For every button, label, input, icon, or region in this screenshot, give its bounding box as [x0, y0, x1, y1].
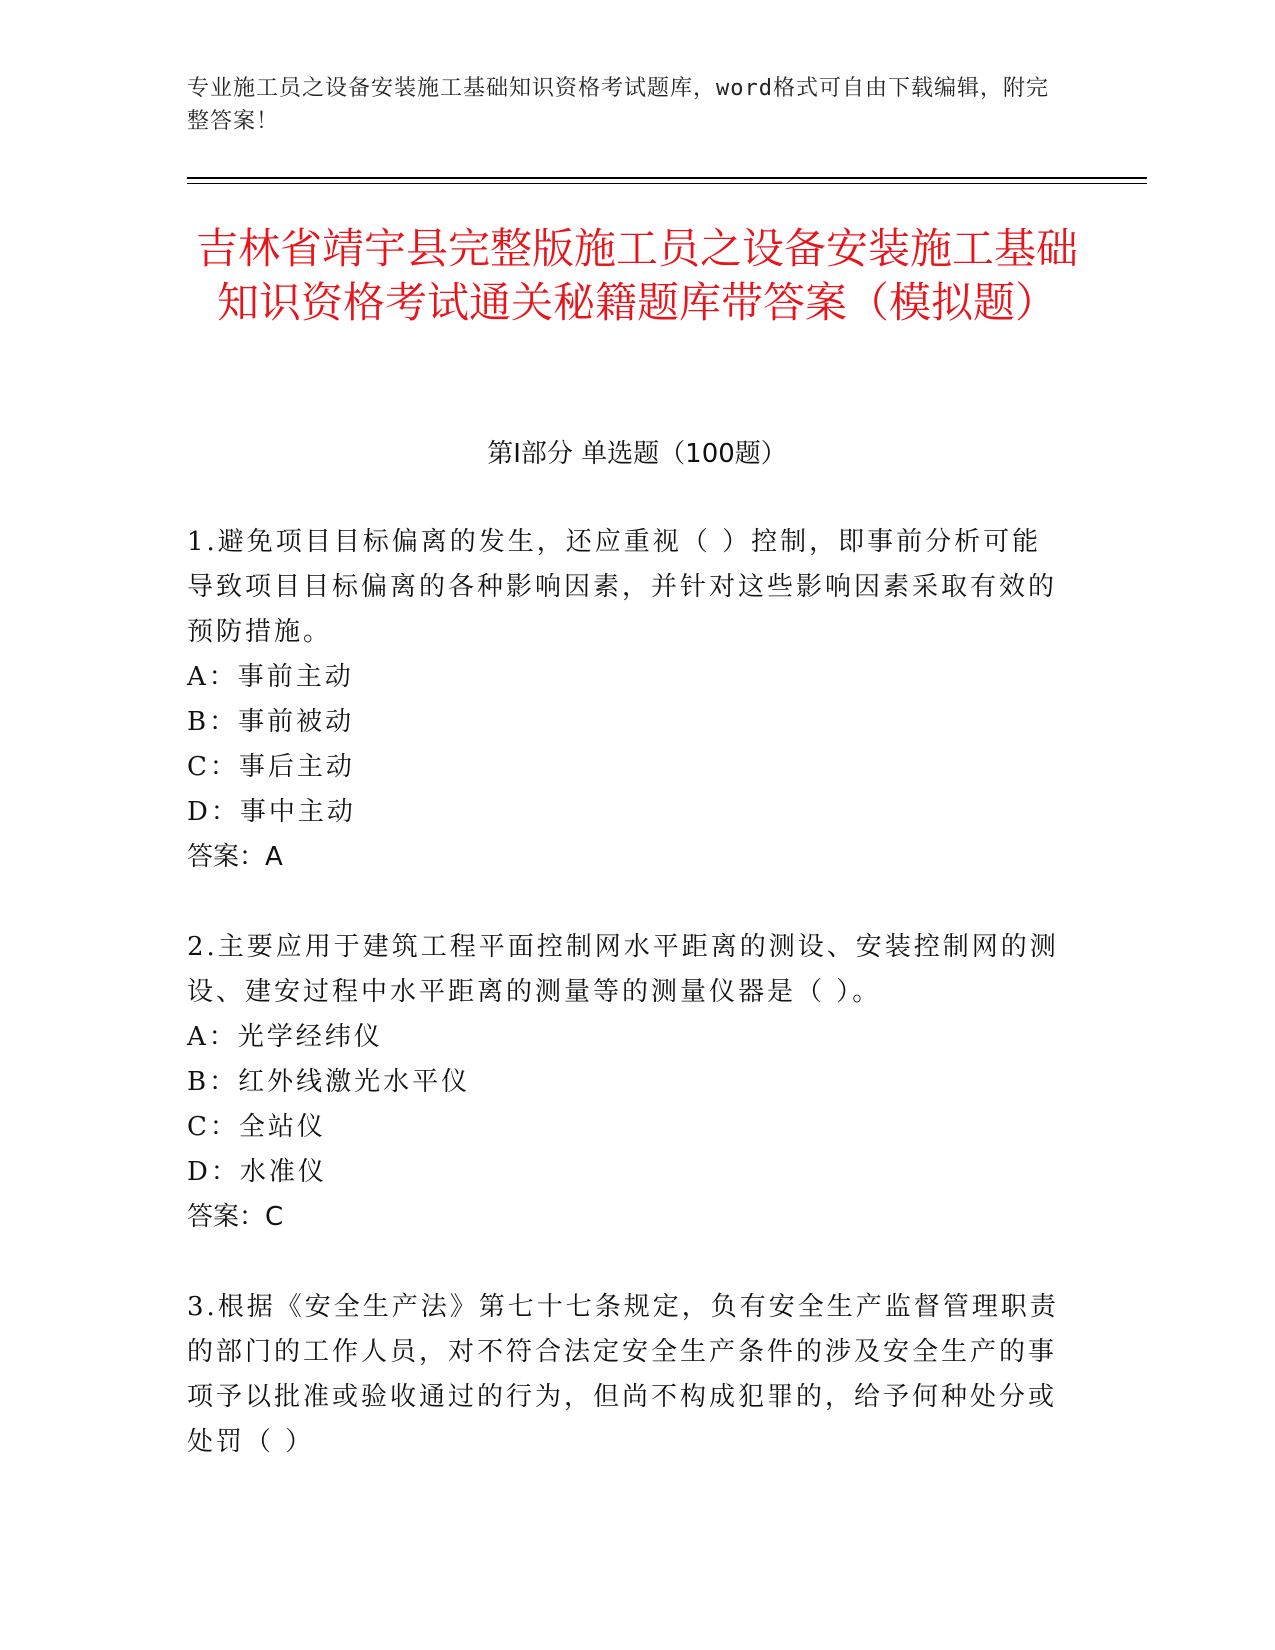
option-c: C：事后主动 — [187, 752, 355, 782]
option-a: A：事前主动 — [187, 662, 354, 692]
question-stem: 2.主要应用于建筑工程平面控制网水平距离的测设、安装控制网的测设、建安过程中水平距离的测量等的测量仪器是（ ）。 — [187, 932, 1059, 1007]
option-d: D：事中主动 — [187, 797, 356, 827]
question-3 — [187, 1285, 1067, 1465]
question-1 — [187, 520, 1067, 880]
option-b: B：事前被动 — [187, 707, 355, 737]
option-b: B：红外线激光水平仪 — [187, 1067, 471, 1097]
header-rule-thin — [187, 183, 1147, 184]
document-title: 吉林省靖宇县完整版施工员之设备安装施工基础知识资格考试通关秘籍题库带答案（模拟题） — [195, 224, 1078, 327]
answer: 答案：A — [187, 842, 283, 872]
option-a: A：光学经纬仪 — [187, 1022, 383, 1052]
option-c: C：全站仪 — [187, 1112, 326, 1142]
section-heading: 第Ⅰ部分 单选题（100题） — [487, 439, 787, 469]
option-d: D：水准仪 — [187, 1157, 327, 1187]
question-stem: 3.根据《安全生产法》第七十七条规定，负有安全生产监督管理职责的部门的工作人员，对不符合法定安全生产条件的涉及安全生产的事项予以批准或验收通过的行为，但尚不构成犯罪的，给予何种处分或处罚（ ） — [187, 1292, 1059, 1457]
header-note: 专业施工员之设备安装施工基础知识资格考试题库，word格式可自由下载编辑，附完整答案！ — [187, 76, 1049, 134]
answer: 答案：C — [187, 1202, 284, 1232]
question-stem: 1.避免项目目标偏离的发生，还应重视（ ）控制，即事前分析可能导致项目目标偏离的各种影响因素，并针对这些影响因素采取有效的预防措施。 — [187, 527, 1058, 647]
header-rule-thick — [187, 177, 1147, 179]
question-2 — [187, 925, 1067, 1240]
